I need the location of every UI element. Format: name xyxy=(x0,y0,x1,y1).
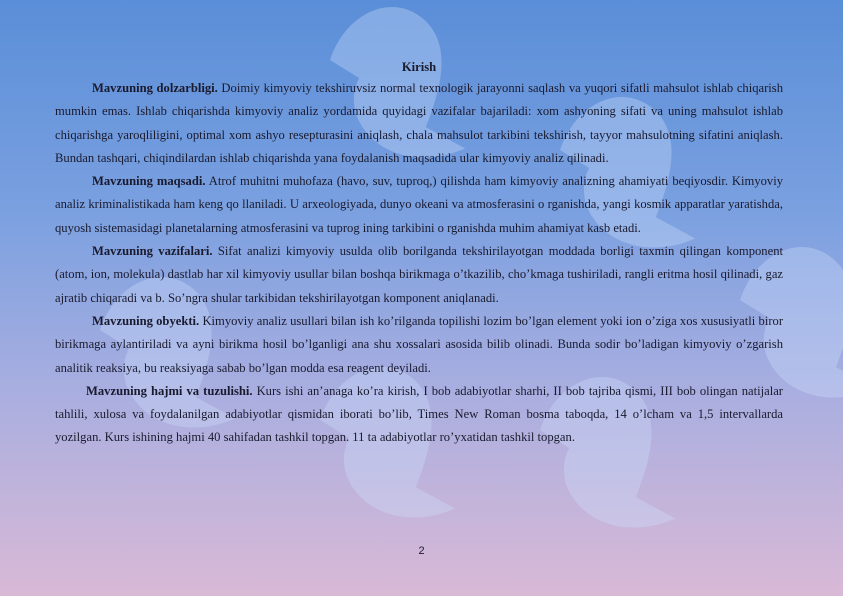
paragraph-text: Doimiy kimyoviy tekshiruvsiz normal texnologik jarayonni saqlash va yuqori sifatli mahsulot ishlab chiqarish mumkin emas. Ishlab chiqarishda kimyoviy analiz yordamida quyidagi vazifalar bajariladi: xom ashyoning sifati va uning mahsulot ishlab chiqarishga yaroqliligini, optimal xom ashyo resepturasini aniqlash, chala mahsulot tarkibini tekshirish, tayyor mahsulotning sifatini aniqlash. Bundan tashqari, chiqindilardan ishlab chiqarishda yana foydalanish maqsadida ular kimyoviy analiz qilinadi. xyxy=(55,81,784,165)
page-number: 2 xyxy=(418,545,425,557)
paragraph-heading: Mavzuning obyekti. xyxy=(92,313,200,328)
paragraph-text: Kurs ishi an’anaga ko’ra kirish, I bob adabiyotlar sharhi, II bob tajriba qismi, III bob olingan natijalar tahlili, xulosa va foydalanilgan adabiyotlar qismidan iborati bo’lib, Times New Roman bosma taboqda, 14 o’lcham va 1,5 intervallarda yozilgan. Kurs ishining hajmi 40 sahifadan tashkil topgan. 11 ta adabiyotlar ro’yxatidan tashkil topgan. xyxy=(55,383,783,445)
paragraph-vazifalari xyxy=(55,240,783,310)
paragraph-text: Kimyoviy analiz usullari bilan ish ko’rilganda topilishi lozim bo’lgan element yoki ion o’ziga xos xususiyatli biror birikmaga aylantiriladi va ayni birikma hosil bo’lganligi ana shu xossalari asosida bilib olinadi. Bunda sodir bo’ladigan kimyoviy o’zgarish analitik reaksiya, bu reaksiyaga sabab bo’lgan modda esa reagent deyiladi. xyxy=(55,313,784,375)
page-title: Kirish xyxy=(401,60,437,74)
paragraph-maqsadi xyxy=(55,170,783,240)
paragraph-heading: Mavzuning vazifalari. xyxy=(92,244,213,259)
paragraph-text: Sifat analizi kimyoviy usulda olib borilganda tekshirilayotgan moddada borligi taxmin qilingan komponent (atom, ion, molekula) dastlab har xil kimyoviy usullar bilan boshqa birikmaga o’tkazilib, cho’kmaga tushiriladi, rangli eritma hosil qilinadi, gaz ajratib chiqaradi va b. So’ngra shular tarkibidan tekshirilayotgan komponent aniqlanadi. xyxy=(55,244,783,305)
paragraph-hajmi xyxy=(55,380,783,450)
paragraph-heading: Mavzuning hajmi va tuzulishi. xyxy=(86,383,253,398)
paragraph-text: Atrof muhitni muhofaza (havo, suv, tuproq,) qilishda ham kimyoviy analizning ahamiyati beqiyosdir. Kimyoviy analiz kriminalistikada ham keng qo llaniladi. U arxeologiyada, dunyo okeani va atmosferasini o rganishda, yangi kosmik apparatlar yaratishda, quyosh sistemasidagi planetalarning atmosferasini va tuprog ining tarkibini o rganishda muhim ahamiyat kasb etadi. xyxy=(55,174,784,235)
paragraph-obyekti xyxy=(55,310,783,380)
paragraph-heading: Mavzuning maqsadi. xyxy=(92,174,206,189)
paragraph-dolzarbligi xyxy=(55,77,783,170)
paragraph-heading: Mavzuning dolzarbligi. xyxy=(92,81,218,95)
document-body xyxy=(55,58,783,450)
